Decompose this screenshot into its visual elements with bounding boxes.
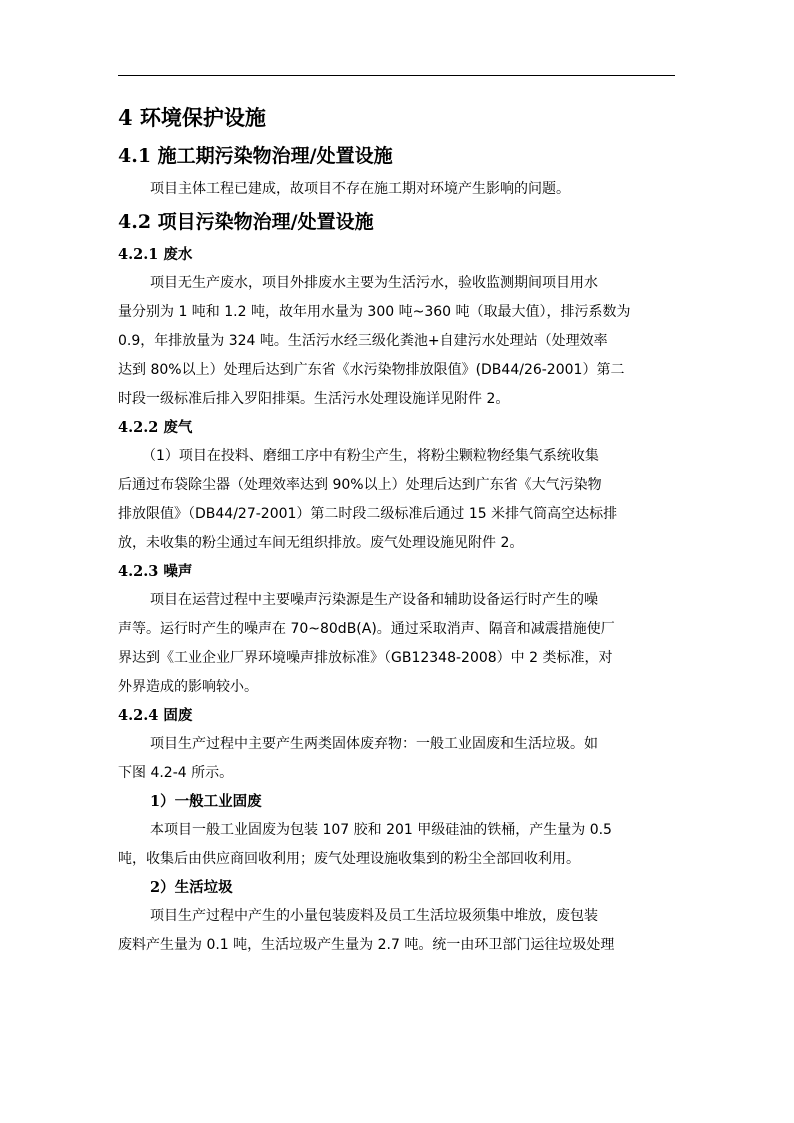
section-title: 4 环境保护设施 bbox=[118, 105, 266, 130]
paragraph-line: 界达到《工业企业厂界环境噪声排放标准》（GB12348-2008）中 2 类标准，对 bbox=[118, 650, 613, 666]
paragraph-line: 废料产生量为 0.1 吨，生活垃圾产生量为 2.7 吨。统一由环卫部门运往垃圾处理 bbox=[118, 937, 615, 953]
paragraph-line: 放，未收集的粉尘通过车间无组织排放。废气处理设施见附件 2。 bbox=[118, 535, 524, 551]
paragraph-line: 本项目一般工业固废为包装 107 胶和 201 甲级硅油的铁桶，产生量为 0.5 bbox=[150, 822, 612, 838]
heading-4-2-1: 4.2.1 废水 bbox=[118, 246, 193, 263]
paragraph-line: 项目生产过程中主要产生两类固体废弃物：一般工业固废和生活垃圾。如 bbox=[150, 736, 598, 752]
subheading-industrial-solid-waste: 1）一般工业固废 bbox=[150, 793, 262, 810]
paragraph-line: 外界造成的影响较小。 bbox=[118, 679, 258, 695]
paragraph-line: 吨，收集后由供应商回收利用；废气处理设施收集到的粉尘全部回收利用。 bbox=[118, 851, 580, 867]
header-rule bbox=[118, 75, 675, 76]
heading-4-2-2: 4.2.2 废气 bbox=[118, 419, 193, 436]
paragraph-line: 后通过布袋除尘器（处理效率达到 90%以上）处理后达到广东省《大气污染物 bbox=[118, 477, 602, 493]
document-body bbox=[118, 98, 678, 960]
paragraph-line: 项目主体工程已建成，故项目不存在施工期对环境产生影响的问题。 bbox=[150, 181, 570, 197]
paragraph-line: 时段一级标准后排入罗阳排渠。生活污水处理设施详见附件 2。 bbox=[118, 391, 510, 407]
subheading-domestic-garbage: 2）生活垃圾 bbox=[150, 879, 233, 896]
heading-4-2-4: 4.2.4 固废 bbox=[118, 707, 193, 724]
paragraph-line: 0.9，年排放量为 324 吨。生活污水经三级化粪池+自建污水处理站（处理效率 bbox=[118, 333, 608, 349]
paragraph-line: 排放限值》（DB44/27-2001）第二时段二级标准后通过 15 米排气筒高空达标排 bbox=[118, 506, 618, 522]
subsection-title-4-1: 4.1 施工期污染物治理/处置设施 bbox=[118, 145, 393, 167]
heading-4-2-3: 4.2.3 噪声 bbox=[118, 563, 193, 580]
paragraph-line: 达到 80%以上）处理后达到广东省《水污染物排放限值》(DB44/26-2001）第二 bbox=[118, 362, 625, 378]
subsection-title-4-2: 4.2 项目污染物治理/处置设施 bbox=[118, 211, 374, 233]
paragraph-line: （1）项目在投料、磨细工序中有粉尘产生，将粉尘颗粒物经集气系统收集 bbox=[142, 448, 599, 464]
paragraph-line: 下图 4.2-4 所示。 bbox=[118, 765, 234, 781]
paragraph-line: 项目在运营过程中主要噪声污染源是生产设备和辅助设备运行时产生的噪 bbox=[150, 592, 598, 608]
paragraph-line: 项目生产过程中产生的小量包装废料及员工生活垃圾须集中堆放，废包装 bbox=[150, 908, 598, 924]
paragraph-line: 量分别为 1 吨和 1.2 吨，故年用水量为 300 吨~360 吨（取最大值），排污系数为 bbox=[118, 304, 631, 320]
paragraph-line: 声等。运行时产生的噪声在 70~80dB(A)。通过采取消声、隔音和减震措施使厂 bbox=[118, 621, 615, 637]
paragraph-line: 项目无生产废水，项目外排废水主要为生活污水，验收监测期间项目用水 bbox=[150, 275, 598, 291]
